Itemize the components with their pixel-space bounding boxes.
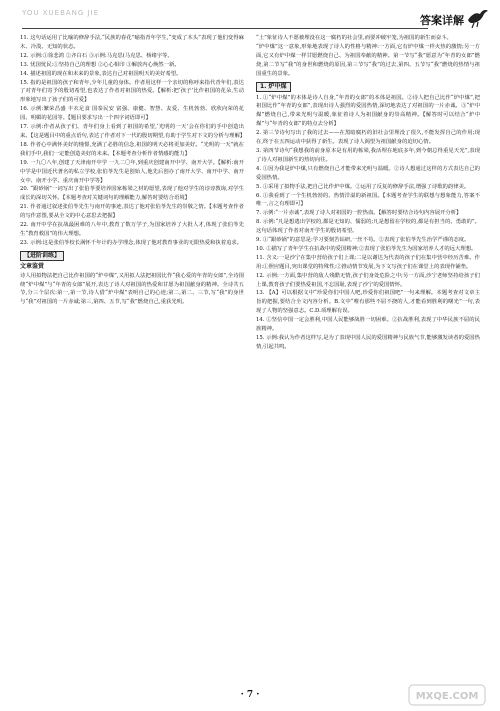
page-header — [0, 0, 500, 34]
answer-paragraph: 13. 【A】可以根据文中“珍爱你们中国人吧,珍爱你们祖国吧”一句来理解。本题考查对文章主旨的把握,要结合全文内容分析。B.文中“唯有那些不屈不挠的人,才能看到胜利的曙光”一句,表现了人物的坚强意志。C.D.项理解有误。 — [256, 290, 480, 315]
answer-paragraph: 5. ①采用了拟物手法,把自己比作炉中煤。②运用了反复的修辞手法,增强了诗歌的韵律美。 — [256, 183, 470, 190]
header-rule — [22, 28, 428, 29]
answer-paragraph: 14. ①坚信中国一定会胜利,中国人民能够战胜一切困难。②抗战胜利,表现了中华民族不屈的民族精神。 — [256, 317, 480, 333]
answer-paragraph: 11. 这句话运用了比喻的修辞手法,“民族的春花”喻指青年学生,“变成了木头”表现了他们变得麻木、冷漠、无知的状态。 — [20, 35, 244, 50]
answer-paragraph: 12. 示例:一方面,集中营的敌人残酷无情,孩子们身处危险之中;另一方面,沙宁老师坚持给孩子们上课,教育孩子们要热爱祖国,不忘国耻,表现了沙宁的爱国情怀。 — [256, 272, 480, 288]
section-heading — [20, 251, 244, 261]
answer-paragraph: 16. 示例:繁荣昌盛 丰衣足食 国泰民安 富强、康健、智慧、友爱、生机勃勃、欣欣向荣的花园、明媚的花园等。【题目要求写出一个四字词语即可】 — [20, 106, 244, 122]
answer-paragraph: 20. “跟砂锅”一词写出了张伯苓要培养国家栋梁之材的愿望,表现了他对学生的谆谆教诲,对学生成长的深切关怀。【本题考查对关键词句的理解能力,解答时要结合语境】 — [20, 186, 244, 202]
header-faint-text: YOU XUEBANG JIE — [22, 9, 100, 17]
header-title: 答案详解 — [420, 14, 464, 27]
answer-paragraph: 23. 示例:这是张伯苓校长满怀千年计的办学理念,体现了他对教育事业的无限热爱和执着追求。 — [20, 239, 243, 246]
answer-paragraph: 13. 忧国忧民:①坚持自己的理想 ②心心相印 ③解放内心焕然一新。 — [20, 61, 180, 68]
answer-paragraph: 9. ①“跟砂锅”的意思是:学习要刻苦钻研,一丝不苟。②表现了张伯苓先生治学严谨的态度。 — [256, 237, 470, 244]
right-column — [256, 34, 480, 352]
answer-paragraph: “土”象征诗人不愿被埋没在这一腐朽的社会里,而要冲破牢笼,为祖国的新生而奋斗。 — [256, 35, 452, 41]
answer-paragraph: 10. ①描写了青年学生在抗战中的爱国精神;②表现了张伯苓先生为国家培养人才的远大理想。 — [256, 245, 477, 252]
answer-paragraph: 22. 南开中学在抗战最困难的八年中,教育了数万学子,为国家培养了大批人才,体现了张伯苓先生“教育救国”的伟大理想。 — [20, 222, 244, 237]
answer-paragraph: 诗人用拟物法把自己比作祖国的“炉中煤”,又用拟人法把祖国比作“我心爱的年青的女郎”,全诗围绕“炉中煤”与“年青的女郎”展开,表达了诗人对祖国的热爱和甘愿为祖国献身的精神。全诗共五节,分三个层次:第一,第一节,诗人借“炉中煤”表明自己的心迹;第二,第二、三节,写“我”的身世与“我”对祖国的一片赤诚;第三,第四、五节,写“我”燃烧自己,重获光明。 — [20, 272, 244, 306]
answer-paragraph: 18. 作者心中满怀美好的憧憬,充满了必胜的信念,祖国的明天必将更加美好。“光明的一天”就在我们手中,我们一定能创造美好的未来。【本题考查分析作者情感的能力】 — [20, 141, 244, 157]
watermark-logo — [408, 683, 486, 707]
answer-paragraph: 12. 示例:①徐悲鸿 ②齐白石 ③示例:马克思(马克思、杨绪宇等。 — [20, 52, 173, 59]
section-heading-label: 【进阶训练】 — [20, 251, 64, 261]
section-heading-label: 1. 炉中煤 — [256, 82, 291, 92]
answer-paragraph: 19. 一九〇八年,创建了天津南开中学 一九二〇年,到重庆创建南开中学、南开大学。【解析:南开中学是中国近代著名的私立学校,张伯苓先生是创始人,他先后创办了南开大学、南开中学、南开女中、南开小学、重庆南开中学等】 — [20, 159, 244, 184]
left-column — [20, 34, 244, 307]
answer-paragraph: 7. 示例:“一片赤诚”,表现了诗人对祖国的一腔热血。【解答时要结合诗句内容展开分析】 — [256, 210, 462, 217]
answer-paragraph: 14. 描述祖国的现在和未来的景象,表达自己对祖国明天的美好希望。 — [20, 70, 182, 77]
section-heading — [256, 82, 480, 92]
answer-paragraph: 3. 第四节诗句“我想我的前身原本是有用的栋梁,我活埋在地底多年,到今朝总得重见天光”,表现了诗人对祖国新生的热切向往。 — [256, 147, 480, 163]
answer-paragraph: 6. ①我看到了一个生机勃勃的、热情洋溢的新祖国。【本题考查学生的联想与想象能力,答案不唯一,言之有理即可】 — [256, 192, 480, 208]
answer-paragraph: 8. 示例:“凡是想逃出学校的,都是无知的、懦弱的;凡是想留在学校的,都是有担当的、勇敢的”。这句话体现了作者对南开学生的殷切希望。 — [256, 219, 480, 235]
answer-paragraph: 1. ①“炉中煤”的本体是诗人自身,“年青的女郎”的本体是祖国。②诗人把自己比作“炉中煤”,把祖国比作“年青的女郎”,表现出诗人强烈的爱国热情,深切地表达了对祖国的一片赤诚。③“炉中煤”燃烧自己,带来光明与温暖,象征着诗人为祖国献身的崇高精神。【解答时可以结合“炉中煤”与“年青的女郎”的特点去分析】 — [256, 94, 480, 128]
answer-paragraph: 11. 含义:一是沙宁在集中营给孩子们上课;二是以谢达为代表的孩子们在集中营中经历苦难。作用:①照应题目,突出课堂的特殊性;②推动情节发展,为下文写孩子们在课堂上的表现作铺垫。 — [256, 254, 480, 270]
answer-paragraph: “炉中煤”这一意象,形象地表现了诗人的性格与精神:一方面,它有炉中煤一样火热的激情;另一方面,它又有炉中煤一样甘愿燃烧自己、为祖国奉献的精神。第一节写“我”愿意为“年青的女郎”燃烧,第二节写“我”的身世和燃烧的原因,第三节写“我”的过去,第四、五节写“我”燃烧的热情与祖国重生的景象。 — [256, 43, 480, 77]
answer-paragraph: 21. 作者通过叙述张伯苓先生与南开的事迹,表达了他对张伯苓先生的崇敬之情。【本题考查作者的写作意图,要从全文的中心意思去把握】 — [20, 204, 244, 220]
bird-icon — [466, 6, 490, 30]
page-number: · 7 · — [240, 690, 260, 700]
answer-paragraph: 15. 指的是祖国的孩子和青年,少年儿童的身体。作者用这样一个亲切的称呼来指代青年们,表达了对青年们寄予的殷切希望,也表达了作者对祖国的热爱。【解析:把‘孩子’比作祖国的花朵,生动形象地写出了孩子们的可爱】 — [20, 79, 244, 104]
answer-paragraph: 2. 第三节诗句写出了我的过去——在黑暗腐朽的旧社会里埋没了很久,不能发挥自己的作用;现在,终于在五四运动中获得了新生。表现了诗人渴望为祖国献身的迫切心情。 — [256, 130, 480, 146]
answer-paragraph: 15. 示例:我认为作者这样写,是为了表现中国人民的爱国精神与民族气节,能够激发读者的爱国热情,引起共鸣。 — [256, 335, 480, 350]
answer-paragraph: 17. 示例:作者从孩子们、青年们身上看到了祖国的希望,‘光明的一天’会在你们的手中创造出来。【这是题目中的重点语句,表达了作者对下一代的殷切期望,有助于学生对下文的分析与理解】 — [20, 124, 246, 139]
subsection-heading: 文章鉴赏 — [20, 262, 45, 270]
answer-paragraph: 4. ①因为我是炉中煤,只有燃烧自己才能带来光明与温暖。②诗人想通过这样的方式表达自己的爱国热情。 — [256, 165, 480, 181]
svg-text:MXQE.COM: MXQE.COM — [415, 691, 479, 702]
